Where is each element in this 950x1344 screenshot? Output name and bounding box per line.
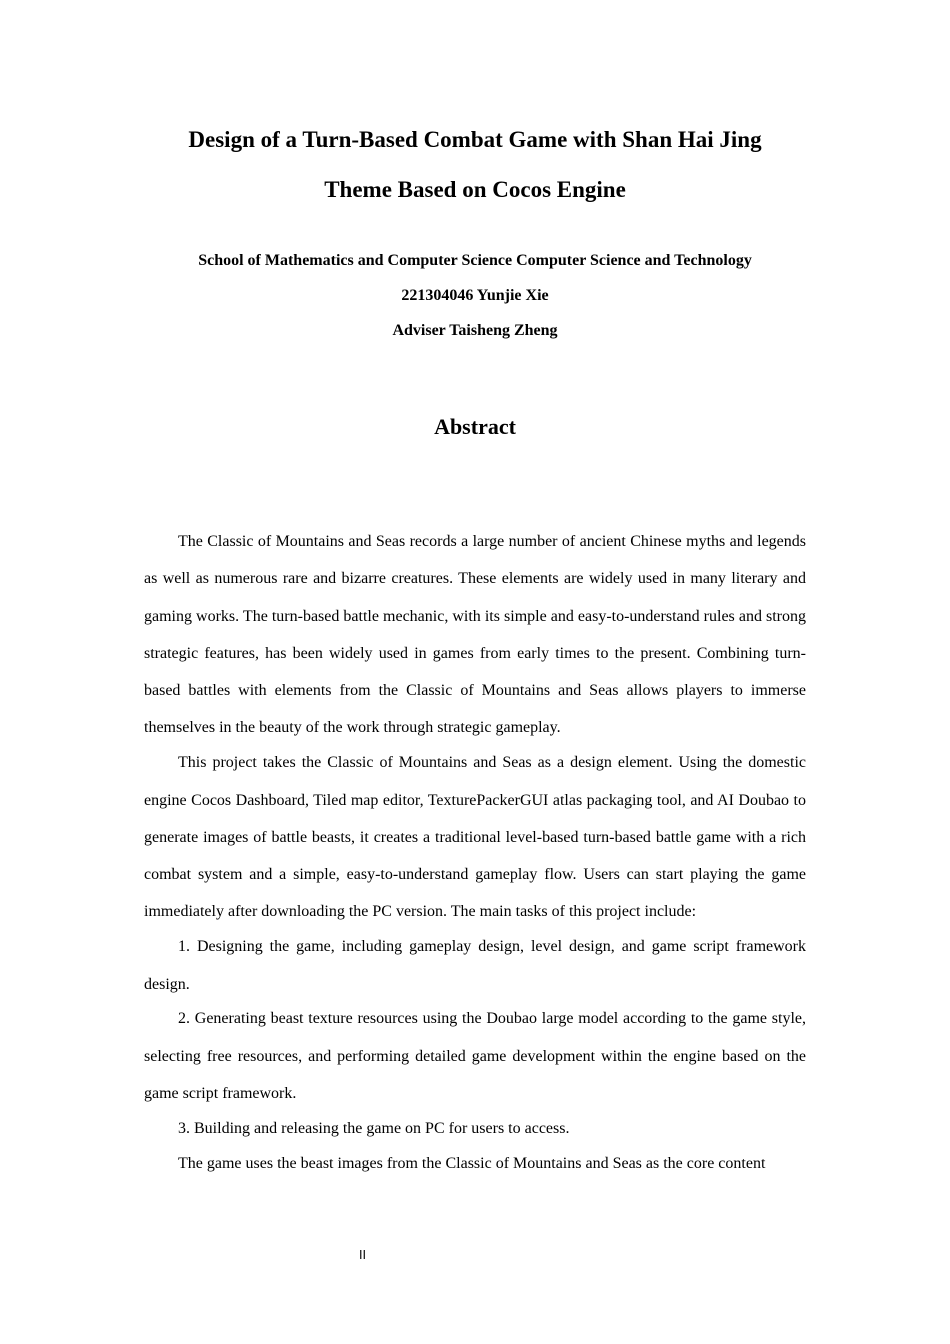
task-item-1: 1. Designing the game, including gameplay design, level design, and game script framework design.: [144, 938, 806, 993]
page-number: II: [359, 1248, 367, 1262]
abstract-body: [144, 523, 806, 1179]
abstract-paragraph-3: The game uses the beast images from the Classic of Mountains and Seas as the core content: [178, 1154, 766, 1172]
abstract-paragraph-2: This project takes the Classic of Mountains and Seas as a design element. Using the domestic engine Cocos Dashboard, Tiled map editor, TexturePackerGUI atlas packaging tool, and AI Doubao to generate images of battle beasts, it creates a traditional level-based turn-based battle game with a rich combat system and a simple, easy-to-understand gameplay flow. Users can start playing the game immediately after downloading the PC version. The main tasks of this project include:: [144, 754, 806, 921]
student-id-name: 221304046 Yunjie Xie: [401, 287, 549, 304]
adviser-name: Adviser Taisheng Zheng: [392, 322, 558, 339]
task-item-3: 3. Building and releasing the game on PC for users to access.: [178, 1119, 570, 1137]
task-item-2: 2. Generating beast texture resources using the Doubao large model according to the game style, selecting free resources, and performing detailed game development within the engine based on the game script framework.: [144, 1010, 806, 1102]
school-affiliation: School of Mathematics and Computer Science Computer Science and Technology: [198, 252, 752, 269]
paper-title-line-2: Theme Based on Cocos Engine: [324, 177, 626, 202]
paper-title-line-1: Design of a Turn-Based Combat Game with Shan Hai Jing: [188, 127, 762, 152]
abstract-paragraph-1: The Classic of Mountains and Seas records a large number of ancient Chinese myths and legends as well as numerous rare and bizarre creatures. These elements are widely used in many literary and gaming works. The turn-based battle mechanic, with its simple and easy-to-understand rules and strong strategic features, has been widely used in games from early times to the present. Combining turn-based battles with elements from the Classic of Mountains and Seas allows players to immerse themselves in the beauty of the work through strategic gameplay.: [144, 533, 806, 737]
abstract-heading: Abstract: [434, 414, 516, 439]
